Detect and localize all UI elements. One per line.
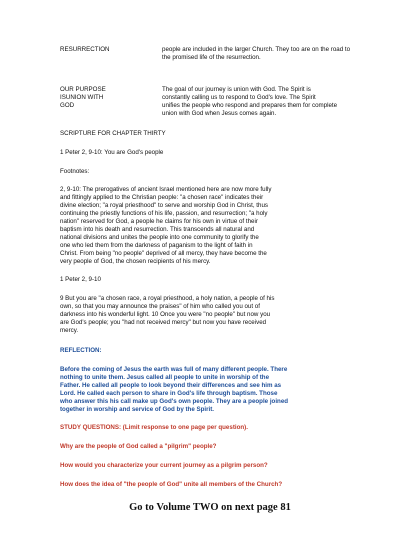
next-page-footer: Go to Volume TWO on next page 81 <box>129 502 291 513</box>
scripture-reference-2: 1 Peter 2, 9-10 <box>60 276 101 283</box>
study-questions-heading: STUDY QUESTIONS: (Limit response to one page per question). <box>60 424 248 431</box>
reflection-text: Before the coming of Jesus the earth was full of many different people. There nothing to unite them. Jesus called all people to unite in worship of the Father. He called all people to look beyond their differences and see him as Lord. He called each person to share in God's life through baptism. Those who answer this his call make up God's own people. They are a people joined together in worship and service of God by the Spirit. <box>60 366 289 413</box>
glossary-term: OUR PURPOSE ISUNION WITH GOD <box>60 86 106 109</box>
glossary-definition: The goal of our journey is union with God. The Spirit is constantly calling us to respond to God's love. The Spirit unifies the people who respond and prepares them for complete union with God when Jesus comes again. <box>162 86 338 117</box>
verse-text: 9 But you are "a chosen race, a royal priesthood, a holy nation, a people of his own, so that you may announce the praises" of him who called you out of darkness into his wonderful light. 10 Once you were "no people" but now you are God's people; you "had not received mercy" but now you have received mercy. <box>60 295 275 334</box>
reflection-heading: REFLECTION: <box>60 347 102 354</box>
study-question: How does the idea of "the people of God" unite all members of the Church? <box>60 481 283 488</box>
scripture-reference: 1 Peter 2, 9-10: You are God's people <box>60 149 164 156</box>
glossary-definition: people are included in the larger Church. They too are on the road to the promised life of the resurrection. <box>162 46 351 61</box>
scripture-heading: SCRIPTURE FOR CHAPTER THIRTY <box>60 130 166 137</box>
study-question: How would you characterize your current journey as a pilgrim person? <box>60 462 268 469</box>
study-question: Why are the people of God called a "pilgrim" people? <box>60 443 217 450</box>
footnote-text: 2, 9-10: The prerogatives of ancient Israel mentioned here are now more fully and fittingly applied to the Christian people: "a chosen race" indicates their divine election; "a royal priesthood" to serve and worship God in Christ, thus continuing the priestly functions of his life, passion, and resurrection; "a holy nation" reserved for God, a people he claims for his own in virtue of their baptism into his death and resurrection. This transcends all natural and national divisions and unites the people into one community to glorify the one who led them from the darkness of paganism to the light of faith in Christ. From being "no people" deprived of all mercy, they have become the very people of God, the chosen recipients of his mercy. <box>60 186 272 265</box>
glossary-term: RESURRECTION <box>60 46 110 53</box>
footnotes-label: Footnotes: <box>60 168 90 175</box>
